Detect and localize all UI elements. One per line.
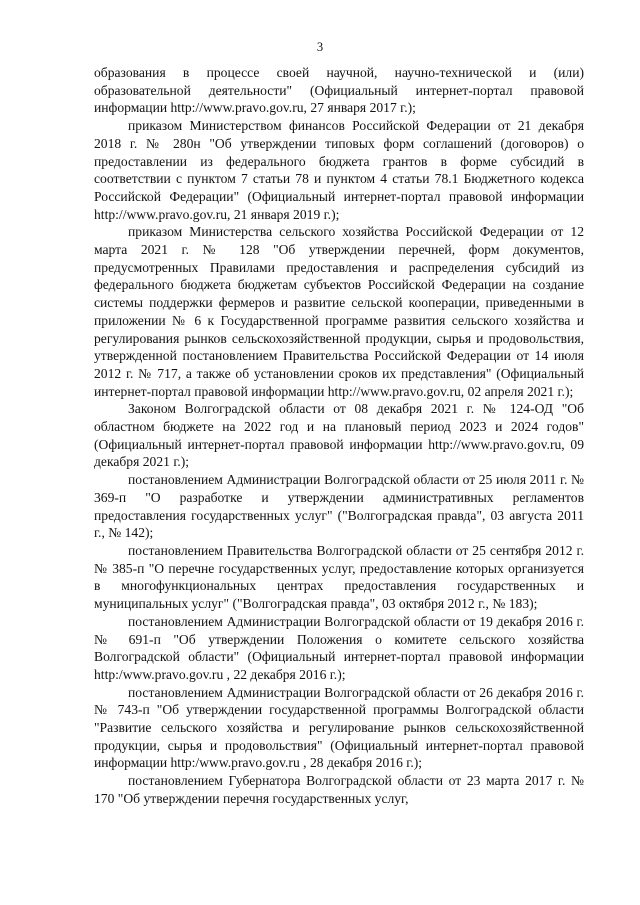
paragraph-resolution-691p: постановлением Администрации Волгоградской области от 19 декабря 2016 г. № 691-п "Об утверждении Положения о комитете сельского хозяйства Волгоградской области" (Официальный интернет-портал правовой информации http:/www.pravo.gov.ru , 22 декабря 2016 г.); <box>94 613 584 682</box>
paragraph-continuation: образования в процессе своей научной, научно-технической и (или) образовательной деятельности" (Официальный интернет-портал правовой информации http://www.pravo.gov.ru, 27 января 2017 г.); <box>94 65 584 116</box>
paragraph-governor-decree-170: постановлением Губернатора Волгоградской области от 23 марта 2017 г. № 170 "Об утверждении перечня государственных услуг, <box>94 773 584 806</box>
paragraph-resolution-743p: постановлением Администрации Волгоградской области от 26 декабря 2016 г. № 743-п "Об утверждении государственной программы Волгоградской области "Развитие сельского хозяйства и регулирование рынков сельскохозяйственной продукции, сырья и продовольствия" (Официальный интернет-портал правовой информации http:/www.pravo.gov.ru , 28 декабря 2016 г.); <box>94 684 584 771</box>
paragraph-minfin-order: приказом Министерством финансов Российской Федерации от 21 декабря 2018 г. № 280н "Об утверждении типовых форм соглашений (договоров) о предоставлении из федерального бюджета грантов в форме субсидий в соответствии с пунктом 7 статьи 78 и пунктом 4 статьи 78.1 Бюджетного кодекса Российской Федерации" (Официальный интернет-портал правовой информации http://www.pravo.gov.ru, 21 января 2019 г.); <box>94 118 584 222</box>
paragraph-regional-budget-law: Законом Волгоградской области от 08 декабря 2021 г. № 124-ОД "Об областном бюджете на 2022 год и на плановый период 2023 и 2024 годов" (Официальный интернет-портал правовой информации http://www.pravo.gov.ru, 09 декабря 2021 г.); <box>94 401 584 470</box>
paragraph-resolution-369p: постановлением Администрации Волгоградской области от 25 июля 2011 г. № 369-п "О разработке и утверждении административных регламентов предоставления государственных услуг" ("Волгоградская правда", 03 августа 2011 г., № 142); <box>94 472 584 541</box>
paragraph-resolution-385p: постановлением Правительства Волгоградской области от 25 сентября 2012 г. № 385-п "О перечне государственных услуг, предоставление которых организуется в многофункциональных центрах предоставления государственных и муниципальных услуг" ("Волгоградская правда", 03 октября 2012 г., № 183); <box>94 542 584 612</box>
paragraph-minselhoz-order: приказом Министерства сельского хозяйства Российской Федерации от 12 марта 2021 г. № 128 "Об утверждении перечней, форм документов, предусмотренных Правилами предоставления и распределения субсидий из федерального бюджета бюджетам субъектов Российской Федерации на создание системы поддержки фермеров и развитие сельской кооперации, приведенными в приложении № 6 к Государственной программе развития сельского хозяйства и регулирования рынков сельскохозяйственной продукции, сырья и продовольствия, утвержденной постановлением Правительства Российской Федерации от 14 июля 2012 г. № 717, а также об установлении сроков их представления" (Официальный интернет-портал правовой информации http://www.pravo.gov.ru, 02 апреля 2021 г.); <box>94 224 584 399</box>
page-number: 3 <box>316 40 324 54</box>
document-body <box>94 64 584 808</box>
